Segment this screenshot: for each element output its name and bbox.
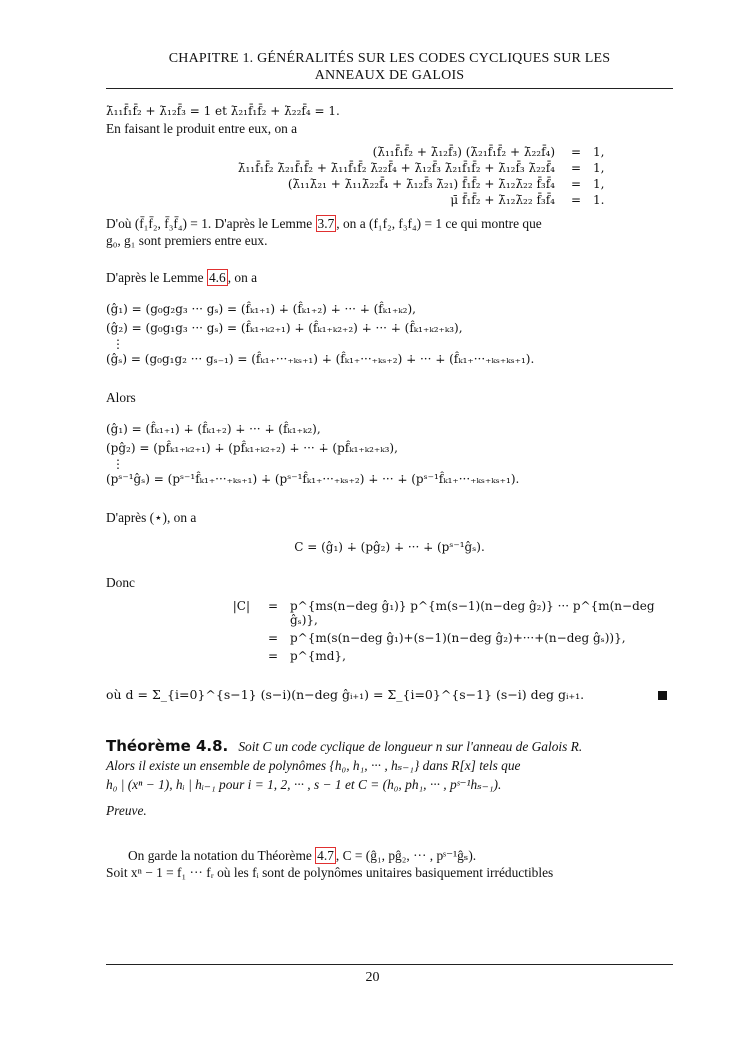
product-eq-rel: = <box>570 145 582 159</box>
theorem-line-1: Soit C un code cyclique de longueur n sur l'anneau de Galois R. <box>238 739 583 754</box>
product-eq-rhs: 1, <box>593 161 605 175</box>
g-hat-eq: (ĝₛ) = (g₀g₁g₂ ··· gₛ₋₁) = (f̂ₖ₁₊···₊ₖₛ₊₁) ∔ (f̂ₖ₁₊···₊ₖₛ₊₂) ∔ ··· ∔ (f̂ₖ₁₊···₊ₖₛ₊ₖₛ₊₁). <box>106 352 535 366</box>
g-hat-eq: (ĝ₁) = (g₀g₂g₃ ··· gₛ) = (f̂ₖ₁₊₁) ∔ (f̂ₖ₁₊₂) ∔ ··· ∔ (f̂ₖ₁₊ₖ₂), <box>106 302 416 316</box>
lemme-text-before: D'après le Lemme <box>106 270 207 285</box>
theoreme-4-7-link[interactable]: 4.7 <box>317 848 334 863</box>
dou-text-after: , on a (f₁f₂, f₃f₄) = 1 ce qui montre que <box>336 216 542 231</box>
alors-equations <box>106 420 673 489</box>
theorem-line-2: Alors il existe un ensemble de polynômes {h₀, h₁, ··· , hₛ₋₁} dans R[x] tels que <box>106 758 521 773</box>
theorem-4-8 <box>106 737 673 794</box>
C-equation: C = (ĝ₁) ∔ (pĝ₂) ∔ ··· ∔ (pˢ⁻¹ĝₛ). <box>294 540 485 554</box>
running-header <box>106 50 673 84</box>
alors-eq: (pˢ⁻¹ĝₛ) = (pˢ⁻¹f̂ₖ₁₊···₊ₖₛ₊₁) ∔ (pˢ⁻¹f̂ₖ₁₊···₊ₖₛ₊₂) ∔ ··· ∔ (pˢ⁻¹f̂ₖ₁₊···₊ₖₛ₊ₖₛ₊₁). <box>106 472 520 486</box>
card-eq-lhs: |C| <box>232 599 250 613</box>
dou-line-2: g₀, g₁ sont premiers entre eux. <box>106 233 268 248</box>
dou-text-before: D'où (f̄₁f̄₂, f̄₃f̄₄) = 1. D'après le Lemme <box>106 216 316 231</box>
ou-line <box>106 677 673 717</box>
product-eq-rhs: 1, <box>593 145 605 159</box>
alors-eq: (ĝ₁) = (f̂ₖ₁₊₁) ∔ (f̂ₖ₁₊₂) ∔ ··· ∔ (f̂ₖ₁₊ₖ₂), <box>106 422 321 436</box>
header-line-2: ANNEAUX DE GALOIS <box>314 68 465 83</box>
card-eq-lhs <box>106 649 256 663</box>
vertical-dots: ⋮ <box>112 337 124 351</box>
g-hat-eq: (ĝ₂) = (g₀g₁g₃ ··· gₛ) = (f̂ₖ₁₊ₖ₂₊₁) ∔ (f̂ₖ₁₊ₖ₂₊₂) ∔ ··· ∔ (f̂ₖ₁₊ₖ₂₊ₖ₃), <box>106 321 463 335</box>
header-line-1: CHAPITRE 1. GÉNÉRALITÉS SUR LES CODES CYCLIQUES SUR LES <box>168 51 611 66</box>
cardinality-equations <box>106 599 673 663</box>
product-eq-rel: = <box>570 193 582 207</box>
product-eq-lhs: λ̄₁₁f̄₁f̄₂ λ̄₂₁f̄₁f̄₂ + λ̄₁₁f̄₁f̄₂ λ̄₂₂f̄₄ + λ̄₁₂f̄₃ λ̄₂₁f̄₁f̄₂ + λ̄₁₂f̄₃ λ̄₂₂f̄₄ <box>237 161 555 175</box>
card-eq-rel: = <box>267 649 279 663</box>
last-text-before: On garde la notation du Théorème <box>128 848 316 863</box>
preuve-label: Preuve. <box>106 803 147 818</box>
theorem-line-3: h₀ | (xⁿ − 1), hᵢ | hᵢ₋₁ pour i = 1, 2, ··· , s − 1 et C = (h₀, ph₁, ··· , pˢ⁻¹hₛ₋₁). <box>106 777 502 792</box>
theorem-title: Théorème 4.8. <box>106 737 229 755</box>
card-eq-rhs: p^{md}, <box>290 649 346 663</box>
intro-equation: λ̄₁₁f̄₁f̄₂ + λ̄₁₂f̄₃ = 1 et λ̄₂₁f̄₁f̄₂ + λ̄₂₂f̄₄ = 1. <box>106 104 340 118</box>
card-eq-rhs: p^{m(s(n−deg ĝ₁)+(s−1)(n−deg ĝ₂)+···+(n−deg ĝₛ))}, <box>290 631 626 645</box>
product-eq-rhs: 1, <box>593 177 605 191</box>
g-hat-equations <box>106 300 673 369</box>
footer-rule <box>106 964 673 965</box>
lemme-3-7-link[interactable]: 3.7 <box>317 216 335 231</box>
product-equations <box>106 145 673 207</box>
qed-square-icon <box>658 691 667 700</box>
intro-text: En faisant le produit entre eux, on a <box>106 121 298 136</box>
last-text-after: , C = (ĝ₁, pĝ₂, ··· , pˢ⁻¹ĝₛ). <box>335 848 477 863</box>
card-eq-rel: = <box>267 631 279 645</box>
alors-text: Alors <box>106 390 136 405</box>
lemme-4-6-link[interactable]: 4.6 <box>208 270 226 285</box>
product-eq-rel: = <box>570 177 582 191</box>
alors-eq: (pĝ₂) = (pf̂ₖ₁₊ₖ₂₊₁) ∔ (pf̂ₖ₁₊ₖ₂₊₂) ∔ ··· ∔ (pf̂ₖ₁₊ₖ₂₊ₖ₃), <box>106 441 398 455</box>
page-content <box>106 50 673 881</box>
vertical-dots: ⋮ <box>112 457 124 471</box>
donc-text: Donc <box>106 575 136 590</box>
card-eq-lhs <box>106 631 256 645</box>
product-eq-lhs: (λ̄₁₁λ̄₂₁ + λ̄₁₁λ̄₂₂f̄₄ + λ̄₁₂f̄₃ λ̄₂₁) f̄₁f̄₂ + λ̄₁₂λ̄₂₂ f̄₃f̄₄ <box>287 177 555 191</box>
last-paragraph <box>106 847 673 864</box>
lemme-paragraph <box>106 269 673 286</box>
product-eq-rhs: 1. <box>593 193 605 207</box>
lemme-text-after: , on a <box>227 270 258 285</box>
ou-equation: où d = Σ_{i=0}^{s−1} (s−i)(n−deg ĝᵢ₊₁) = Σ_{i=0}^{s−1} (s−i) deg gᵢ₊₁. <box>106 687 585 702</box>
product-eq-lhs: (λ̄₁₁f̄₁f̄₂ + λ̄₁₂f̄₃) (λ̄₂₁f̄₁f̄₂ + λ̄₂₂f̄₄) <box>372 145 555 159</box>
last-line-2: Soit xⁿ − 1 = f₁ ··· fᵣ où les fᵢ sont de polynômes unitaires basiquement irréductibles <box>106 865 554 880</box>
product-eq-lhs: μ̄ f̄₁f̄₂ + λ̄₁₂λ̄₂₂ f̄₃f̄₄ <box>450 193 555 207</box>
product-eq-rel: = <box>570 161 582 175</box>
card-eq-rel: = <box>267 599 279 613</box>
dou-paragraph <box>106 215 673 249</box>
page-number: 20 <box>365 970 380 985</box>
dapres-star-text: D'après (⋆), on a <box>106 510 197 525</box>
card-eq-rhs: p^{ms(n−deg ĝ₁)} p^{m(s−1)(n−deg ĝ₂)} ··· p^{m(n−deg ĝₛ)}, <box>290 599 655 627</box>
